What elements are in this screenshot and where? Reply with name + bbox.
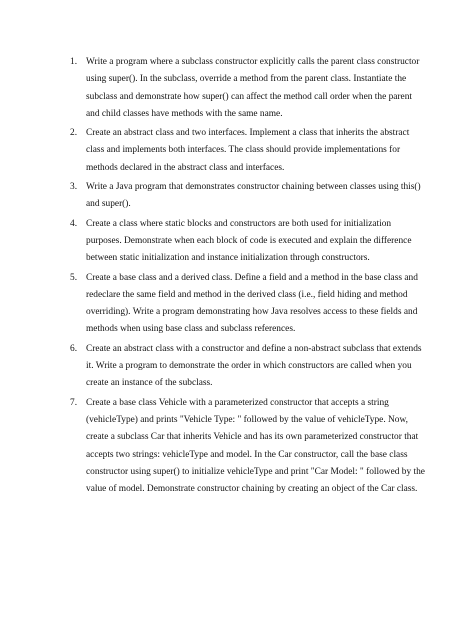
item-number: 2. xyxy=(70,128,78,139)
item-number: 6. xyxy=(70,343,78,354)
item-text: Write a program where a subclass constructor explicitly calls the parent class constructor using super(). In the subclass, override a method from the parent class. Instantiate the subclass and demonstrate how super() can affect the method call order when the parent and child classes have methods with the same name. xyxy=(86,57,420,119)
list-item xyxy=(66,179,426,214)
list-item xyxy=(66,54,426,123)
item-number: 7. xyxy=(70,397,78,408)
list-item xyxy=(66,216,426,268)
item-text: Write a Java program that demonstrates constructor chaining between classes using this() and super(). xyxy=(86,182,421,210)
item-text: Create an abstract class with a constructor and define a non-abstract subclass that extends it. Write a program to demonstrate the order in which constructors are called when you create an instance of the subclass. xyxy=(86,343,422,389)
list-item xyxy=(66,341,426,393)
item-number: 4. xyxy=(70,218,78,229)
item-number: 3. xyxy=(70,182,78,193)
list-item xyxy=(66,125,426,177)
item-text: Create a base class and a derived class. Define a field and a method in the base class and redeclare the same field and method in the derived class (i.e., field hiding and method overriding). Write a program demonstrating how Java resolves access to these fields and methods when using base class and subclass references. xyxy=(86,272,418,335)
list-item xyxy=(66,270,426,339)
item-text: Create a base class Vehicle with a parameterized constructor that accepts a string (vehicleType) and prints "Vehicle Type: " followed by the value of vehicleType. Now, create a subclass Car that inherits Vehicle and has its own parameterized constructor that accepts two strings: vehicleType and model. In the Car constructor, call the base class constructor using super() to initialize vehicleType and print "Car Model: " followed by the value of model. Demonstrate constructor chaining by creating an object of the Car class. xyxy=(86,397,425,495)
item-number: 5. xyxy=(70,272,78,283)
list-item xyxy=(66,395,426,499)
task-list xyxy=(66,54,426,500)
item-number: 1. xyxy=(70,57,78,67)
item-text: Create a class where static blocks and constructors are both used for initialization purposes. Demonstrate when each block of code is executed and explain the difference between static initialization and instance initialization through constructors. xyxy=(86,218,412,264)
item-text: Create an abstract class and two interfaces. Implement a class that inherits the abstract class and implements both interfaces. The class should provide implementations for methods declared in the abstract class and interfaces. xyxy=(86,128,410,173)
